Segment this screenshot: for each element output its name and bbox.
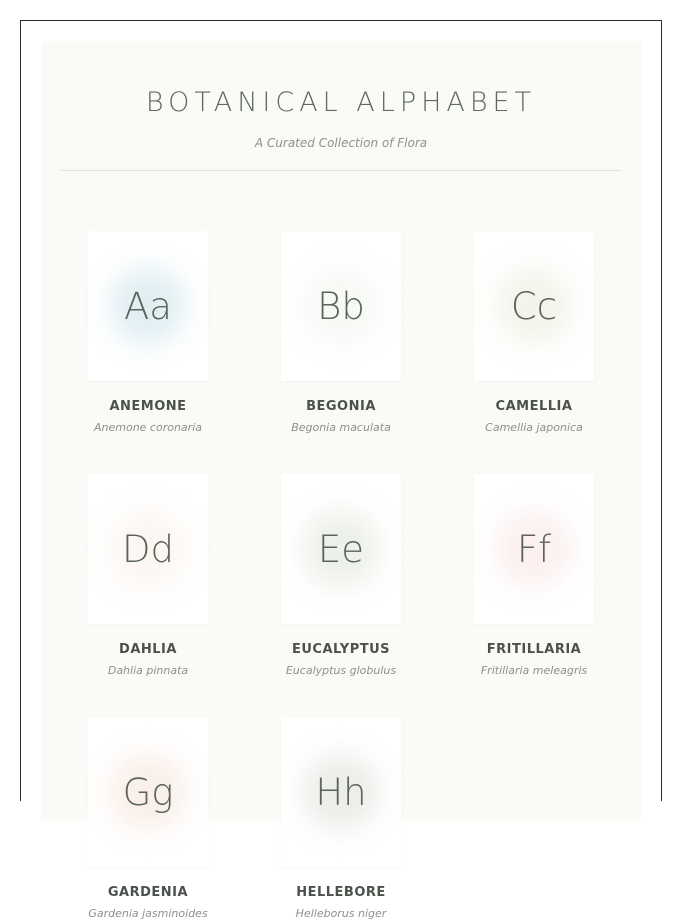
flower-name: FRITILLARIA <box>486 642 582 657</box>
page-frame <box>20 20 662 920</box>
flower-item-fritillaria[interactable] <box>474 474 594 677</box>
flower-item-eucalyptus[interactable] <box>281 474 401 677</box>
flower-letter: Hh <box>315 771 367 814</box>
flower-card[interactable] <box>281 474 401 624</box>
flower-card[interactable] <box>88 231 208 381</box>
content-panel <box>41 41 641 920</box>
flower-letter: Cc <box>510 285 558 328</box>
flower-letter: Bb <box>317 285 365 328</box>
page-subtitle: A Curated Collection of Flora <box>254 136 428 150</box>
flower-letter: Gg <box>122 771 174 814</box>
flower-name: ANEMONE <box>109 399 187 414</box>
flower-card[interactable] <box>474 474 594 624</box>
flower-letter: Ee <box>317 528 365 571</box>
header-divider <box>61 170 621 171</box>
flower-item-camellia[interactable] <box>474 231 594 434</box>
flower-latin-name: Dahlia pinnata <box>107 664 189 677</box>
flower-item-anemone[interactable] <box>88 231 208 434</box>
flower-latin-name: Gardenia jasminoides <box>88 907 208 920</box>
flower-item-gardenia[interactable] <box>88 717 208 920</box>
flower-letter: Dd <box>122 528 174 571</box>
flower-name: EUCALYPTUS <box>291 642 391 657</box>
flower-card[interactable] <box>281 717 401 867</box>
flower-name: BEGONIA <box>306 399 376 414</box>
flower-letter: Ff <box>516 528 552 571</box>
flower-latin-name: Begonia maculata <box>291 421 391 434</box>
flower-name: CAMELLIA <box>495 399 573 414</box>
flower-name: GARDENIA <box>107 885 189 900</box>
flower-latin-name: Eucalyptus globulus <box>285 664 397 677</box>
flower-latin-name: Anemone coronaria <box>93 421 202 434</box>
flower-name: DAHLIA <box>119 642 177 657</box>
flower-item-dahlia[interactable] <box>88 474 208 677</box>
flower-latin-name: Fritillaria meleagris <box>480 664 588 677</box>
flower-card[interactable] <box>88 717 208 867</box>
flower-latin-name: Camellia japonica <box>485 421 583 434</box>
flower-item-begonia[interactable] <box>281 231 401 434</box>
flower-card[interactable] <box>88 474 208 624</box>
flower-name: HELLEBORE <box>296 885 386 900</box>
flower-card[interactable] <box>281 231 401 381</box>
flower-card[interactable] <box>474 231 594 381</box>
flower-letter: Aa <box>124 285 172 328</box>
header <box>41 41 641 150</box>
flower-latin-name: Helleborus niger <box>295 907 387 920</box>
flower-item-hellebore[interactable] <box>281 717 401 920</box>
page-title: BOTANICAL ALPHABET <box>145 87 537 118</box>
